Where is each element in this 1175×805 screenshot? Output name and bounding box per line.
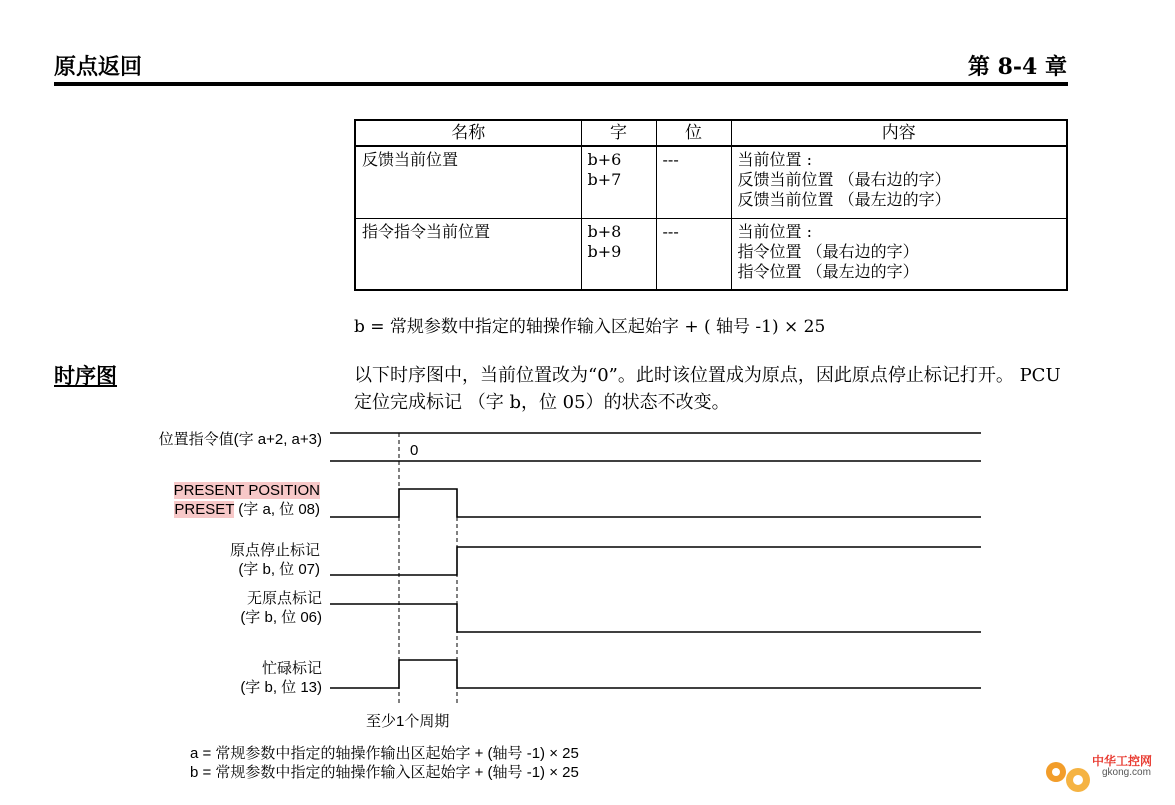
- preset-highlight: PRESENT POSITION: [173, 482, 320, 499]
- content-line: 当前位置 :: [737, 221, 812, 241]
- section-heading: 时序图: [54, 363, 117, 388]
- no-origin-waveform: [330, 604, 981, 632]
- preset-address: (字 a, 位 08): [234, 501, 320, 518]
- bus-value-label: 0: [410, 442, 419, 459]
- word-value: b+9: [587, 241, 622, 261]
- word-formula: b = 常规参数中指定的轴操作输入区起始字 + ( 轴号 -1) × 25: [354, 317, 826, 337]
- row-bit: ---: [656, 218, 731, 290]
- origin-stop-waveform: [330, 547, 981, 575]
- column-header: 内容: [731, 120, 1067, 146]
- watermark-url: gkong.com: [1102, 767, 1151, 778]
- label-line: (字 b, 位 07): [238, 561, 320, 578]
- row-name: 反馈当前位置: [355, 146, 581, 218]
- row-bit: ---: [656, 146, 731, 218]
- word-value: b+6: [587, 150, 622, 169]
- footnote-b: b = 常规参数中指定的轴操作输入区起始字 + (轴号 -1) × 25: [190, 764, 579, 781]
- page-section-title: 原点返回: [54, 54, 143, 80]
- label-line: (字 b, 位 13): [240, 679, 322, 696]
- content-line: 指令位置 （最左边的字）: [737, 261, 919, 281]
- label-line: 无原点标记: [246, 590, 322, 607]
- content-line: 反馈当前位置 （最左边的字）: [737, 190, 951, 209]
- signal-label-busy: [150, 659, 322, 697]
- signal-label-origin-stop: [150, 541, 320, 579]
- label-line: (字 b, 位 06): [240, 609, 322, 626]
- footnote-a: a = 常规参数中指定的轴操作输出区起始字 + (轴号 -1) × 25: [190, 745, 579, 762]
- busy-waveform: [330, 660, 981, 688]
- word-value: b+7: [587, 170, 622, 189]
- chapter-label: 第 8-4 章: [967, 54, 1067, 80]
- content-line: 当前位置 :: [737, 150, 812, 169]
- gear-logo-icon: [1040, 750, 1100, 800]
- signal-label-no-origin: [150, 589, 322, 627]
- signal-label-preset: [100, 481, 320, 519]
- section-paragraph: 以下时序图中，当前位置改为“0”。此时该位置成为原点，因此原点停止标记打开。 PCU 定位完成标记 （字 b，位 05）的状态不改变。: [354, 365, 1061, 413]
- column-header: 名称: [355, 120, 581, 146]
- min-cycle-note: 至少1个周期: [366, 713, 450, 730]
- row-name: 指令指令当前位置: [355, 218, 581, 290]
- content-line: 反馈当前位置 （最右边的字）: [737, 170, 951, 189]
- watermark-name: 中华工控网: [1092, 754, 1153, 768]
- preset-waveform: [330, 489, 981, 517]
- preset-highlight: PRESET: [174, 501, 235, 518]
- word-value: b+8: [587, 221, 622, 241]
- label-line: 原点停止标记: [229, 542, 320, 559]
- label-line: 忙碌标记: [261, 660, 322, 677]
- signal-label-position-command: 位置指令值(字 a+2, a+3): [158, 431, 322, 448]
- column-header: 字: [581, 120, 656, 146]
- content-line: 指令位置 （最右边的字）: [737, 241, 919, 261]
- column-header: 位: [656, 120, 731, 146]
